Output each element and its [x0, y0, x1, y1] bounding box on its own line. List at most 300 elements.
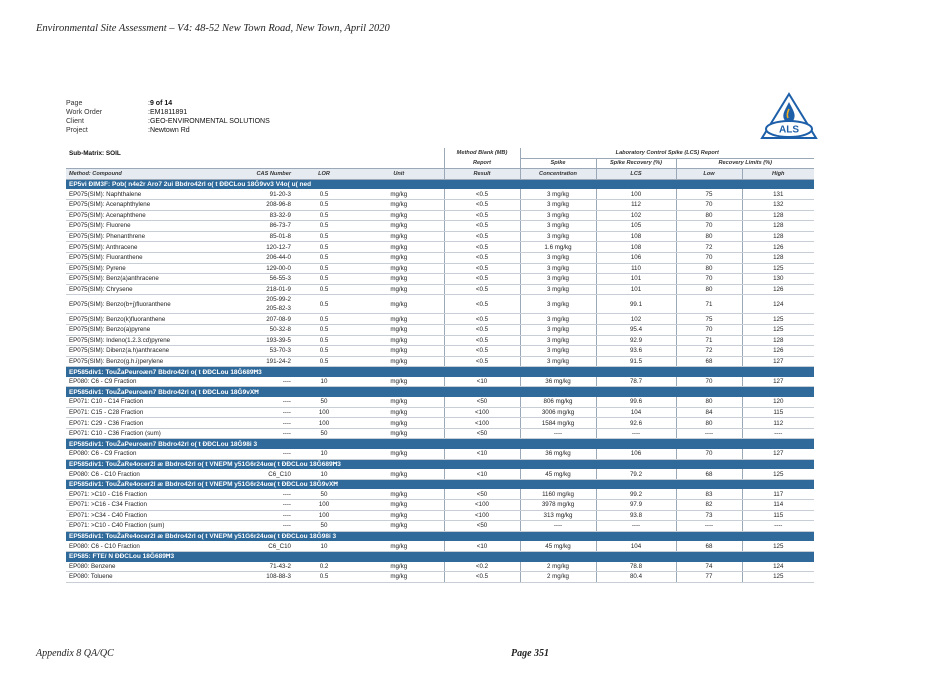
table-cell: EP071: C15 - C28 Fraction — [66, 407, 226, 418]
table-cell: 3 mg/kg — [520, 231, 596, 242]
table-cell: 0.5 — [294, 199, 354, 210]
table-cell: 70 — [676, 377, 742, 387]
table-cell: 70 — [676, 449, 742, 459]
table-cell: 115 — [742, 510, 814, 521]
table-cell: C6_C10 — [226, 469, 294, 479]
method-group-title: EP5vi ĐIM3F: Poƅ( n4e2r Aro7 2ui Bbdro42rl o( t ĐĐCLou 18Ğ9vv3 V4o( u( ned — [66, 179, 814, 189]
method-group-header — [66, 367, 814, 377]
table-cell: 2 mg/kg — [520, 572, 596, 583]
table-cell: EP075(SIM): Pyrene — [66, 263, 226, 274]
table-cell: 0.5 — [294, 346, 354, 357]
table-cell: <100 — [444, 500, 520, 511]
table-cell: <0.5 — [444, 284, 520, 295]
table-cell: 112 — [742, 418, 814, 429]
table-cell: mg/kg — [354, 231, 444, 242]
table-cell: 125 — [742, 314, 814, 325]
table-row — [66, 541, 814, 551]
qc-results-table — [66, 148, 814, 583]
table-cell: 129-00-0 — [226, 263, 294, 274]
table-cell: 100 — [294, 510, 354, 521]
table-cell: 208-96-8 — [226, 199, 294, 210]
table-cell: 50 — [294, 489, 354, 499]
table-row — [66, 521, 814, 532]
table-cell: ---- — [226, 397, 294, 407]
table-cell: ---- — [226, 489, 294, 499]
table-cell: 101 — [596, 274, 676, 285]
table-cell: EP071: C10 - C36 Fraction (sum) — [66, 428, 226, 439]
method-group-header — [66, 531, 814, 541]
table-cell: 0.5 — [294, 252, 354, 263]
table-cell: 36 mg/kg — [520, 377, 596, 387]
table-cell: EP075(SIM): Fluoranthene — [66, 252, 226, 263]
table-cell: 68 — [676, 541, 742, 551]
table-row — [66, 397, 814, 407]
table-cell: 93.6 — [596, 346, 676, 357]
table-cell: <0.5 — [444, 572, 520, 583]
table-cell: <10 — [444, 449, 520, 459]
table-cell: 45 mg/kg — [520, 541, 596, 551]
table-cell: 218-01-9 — [226, 284, 294, 295]
table-cell: 50 — [294, 397, 354, 407]
table-cell: EP080: Benzene — [66, 562, 226, 572]
table-cell: 126 — [742, 242, 814, 253]
table-row — [66, 562, 814, 572]
table-cell: ---- — [676, 428, 742, 439]
table-cell: 110 — [596, 263, 676, 274]
table-cell: <10 — [444, 377, 520, 387]
table-cell: 91.5 — [596, 356, 676, 367]
table-cell: mg/kg — [354, 397, 444, 407]
meta-separator: : — [148, 109, 150, 117]
table-cell: 0.5 — [294, 335, 354, 346]
table-row — [66, 284, 814, 295]
table-cell: 130 — [742, 274, 814, 285]
table-cell: mg/kg — [354, 500, 444, 511]
table-cell: 205-99-2 205-82-3 — [226, 295, 294, 314]
table-cell: 100 — [294, 407, 354, 418]
table-cell: 68 — [676, 356, 742, 367]
cas-number-header: CAS Number — [226, 169, 294, 180]
table-cell: 100 — [294, 500, 354, 511]
method-group-header — [66, 179, 814, 189]
table-cell: EP080: C6 - C10 Fraction — [66, 469, 226, 479]
table-cell: mg/kg — [354, 407, 444, 418]
table-cell: 80 — [676, 284, 742, 295]
table-cell: EP075(SIM): Fluorene — [66, 221, 226, 232]
table-cell: 0.5 — [294, 314, 354, 325]
table-cell: 99.2 — [596, 489, 676, 499]
table-cell: 102 — [596, 314, 676, 325]
table-cell: 99.1 — [596, 295, 676, 314]
method-group-header — [66, 551, 814, 561]
table-cell: 128 — [742, 210, 814, 221]
table-cell: EP075(SIM): Acenaphthene — [66, 210, 226, 221]
table-cell: 50-32-8 — [226, 324, 294, 335]
table-cell: 3 mg/kg — [520, 324, 596, 335]
table-cell: EP075(SIM): Dibenz(a.h)anthracene — [66, 346, 226, 357]
table-cell: 0.5 — [294, 221, 354, 232]
table-row — [66, 500, 814, 511]
table-cell: 45 mg/kg — [520, 469, 596, 479]
table-cell: EP075(SIM): Benzo(b+j)fluoranthene — [66, 295, 226, 314]
footer-page-number — [511, 648, 549, 659]
table-cell: 71-43-2 — [226, 562, 294, 572]
method-compound-header: Method: Compound — [66, 169, 226, 180]
table-cell: <0.5 — [444, 263, 520, 274]
table-cell: 82 — [676, 500, 742, 511]
table-cell: mg/kg — [354, 335, 444, 346]
table-cell: mg/kg — [354, 469, 444, 479]
table-cell: 0.5 — [294, 295, 354, 314]
table-cell: mg/kg — [354, 324, 444, 335]
report-header: Report — [444, 158, 520, 169]
table-cell: EP075(SIM): Naphthalene — [66, 189, 226, 199]
table-cell: mg/kg — [354, 314, 444, 325]
spike-header: Spike — [520, 158, 596, 169]
table-cell: 84 — [676, 407, 742, 418]
table-cell: 3 mg/kg — [520, 199, 596, 210]
table-cell: <0.5 — [444, 242, 520, 253]
table-cell: EP071: C10 - C14 Fraction — [66, 397, 226, 407]
table-cell: EP080: Toluene — [66, 572, 226, 583]
table-cell: <0.5 — [444, 346, 520, 357]
table-cell: 85-01-8 — [226, 231, 294, 242]
meta-value: GEO-ENVIRONMENTAL SOLUTIONS — [149, 118, 270, 126]
table-cell: mg/kg — [354, 189, 444, 199]
table-row — [66, 242, 814, 253]
meta-row — [66, 108, 270, 117]
table-cell: mg/kg — [354, 510, 444, 521]
table-cell: 313 mg/kg — [520, 510, 596, 521]
meta-row — [66, 99, 270, 108]
table-row — [66, 510, 814, 521]
table-cell: 1.6 mg/kg — [520, 242, 596, 253]
method-blank-header: Method Blank (MB) — [444, 148, 520, 158]
table-row — [66, 314, 814, 325]
table-cell: <50 — [444, 521, 520, 532]
table-cell: 93.8 — [596, 510, 676, 521]
table-cell: EP075(SIM): Phenanthrene — [66, 231, 226, 242]
meta-label: Work Order — [66, 109, 103, 117]
table-cell: 128 — [742, 335, 814, 346]
table-cell: 0.5 — [294, 572, 354, 583]
table-cell: 79.2 — [596, 469, 676, 479]
table-cell: 70 — [676, 221, 742, 232]
table-cell: <0.2 — [444, 562, 520, 572]
method-group-header — [66, 439, 814, 449]
table-cell: 3 mg/kg — [520, 346, 596, 357]
table-cell: EP071: >C10 - C40 Fraction (sum) — [66, 521, 226, 532]
table-row — [66, 449, 814, 459]
table-cell: 125 — [742, 572, 814, 583]
table-cell: 124 — [742, 562, 814, 572]
table-cell: EP075(SIM): Benzo(k)fluoranthene — [66, 314, 226, 325]
table-cell: <10 — [444, 469, 520, 479]
table-cell: ---- — [226, 449, 294, 459]
table-cell: 0.5 — [294, 210, 354, 221]
table-cell: mg/kg — [354, 377, 444, 387]
table-cell: 120 — [742, 397, 814, 407]
table-cell: 117 — [742, 489, 814, 499]
table-cell: mg/kg — [354, 541, 444, 551]
table-cell: EP071: >C10 - C16 Fraction — [66, 489, 226, 499]
table-cell: 72 — [676, 346, 742, 357]
table-cell: EP071: C29 - C36 Fraction — [66, 418, 226, 429]
table-cell: <50 — [444, 428, 520, 439]
table-cell: <0.5 — [444, 324, 520, 335]
table-cell: 126 — [742, 284, 814, 295]
table-cell: mg/kg — [354, 221, 444, 232]
method-group-title: EP585div1: TouŽaRe4ocer2l æ Bbdro42rl o( t VNEPM y51G6r24uœ( t ĐĐCLou 18Ğ98i 3 — [66, 531, 814, 541]
table-cell: 0.5 — [294, 263, 354, 274]
table-cell: 126 — [742, 346, 814, 357]
table-cell: ---- — [226, 418, 294, 429]
table-cell: 70 — [676, 199, 742, 210]
table-cell: 68 — [676, 469, 742, 479]
table-cell: 91-20-3 — [226, 189, 294, 199]
table-cell: 10 — [294, 541, 354, 551]
concentration-header: Concentration — [520, 169, 596, 180]
table-cell: mg/kg — [354, 418, 444, 429]
table-cell: 78.8 — [596, 562, 676, 572]
table-cell: ---- — [226, 500, 294, 511]
table-cell: 97.9 — [596, 500, 676, 511]
table-cell: 125 — [742, 541, 814, 551]
table-cell: 3 mg/kg — [520, 252, 596, 263]
table-row — [66, 428, 814, 439]
table-cell: 75 — [676, 314, 742, 325]
table-cell: 74 — [676, 562, 742, 572]
table-cell: 80 — [676, 397, 742, 407]
table-cell: 104 — [596, 541, 676, 551]
table-cell: mg/kg — [354, 428, 444, 439]
table-cell: EP080: C6 - C10 Fraction — [66, 541, 226, 551]
table-cell: 191-24-2 — [226, 356, 294, 367]
report-meta — [66, 99, 270, 135]
table-cell: 53-70-3 — [226, 346, 294, 357]
table-cell: 2 mg/kg — [520, 562, 596, 572]
meta-value: Newtown Rd — [149, 127, 190, 135]
table-cell: 99.6 — [596, 397, 676, 407]
table-cell: 3 mg/kg — [520, 210, 596, 221]
table-row — [66, 377, 814, 387]
table-cell: 112 — [596, 199, 676, 210]
table-cell: 1584 mg/kg — [520, 418, 596, 429]
low-header: Low — [676, 169, 742, 180]
table-cell: 3 mg/kg — [520, 314, 596, 325]
table-cell: 70 — [676, 324, 742, 335]
table-cell: 3 mg/kg — [520, 263, 596, 274]
table-cell: ---- — [596, 521, 676, 532]
method-group-header — [66, 459, 814, 469]
table-cell: 3006 mg/kg — [520, 407, 596, 418]
table-cell: 125 — [742, 469, 814, 479]
table-cell: 77 — [676, 572, 742, 583]
table-cell: 3 mg/kg — [520, 356, 596, 367]
table-cell: <0.5 — [444, 274, 520, 285]
table-cell: <0.5 — [444, 295, 520, 314]
table-cell: ---- — [226, 510, 294, 521]
table-cell: mg/kg — [354, 263, 444, 274]
table-cell: 3 mg/kg — [520, 189, 596, 199]
table-row — [66, 489, 814, 499]
table-cell: 75 — [676, 189, 742, 199]
table-cell: 120-12-7 — [226, 242, 294, 253]
table-cell: 0.5 — [294, 324, 354, 335]
table-row — [66, 221, 814, 232]
method-group-title: EP585div1: TouŽaPeuroæn7 Bbdro42rl o( t ĐĐCLou 18Ğ9vXĦ — [66, 387, 814, 397]
sub-matrix-label: Sub-Matrix: SOIL — [69, 149, 121, 157]
table-cell: 207-08-9 — [226, 314, 294, 325]
table-cell: <0.5 — [444, 314, 520, 325]
result-header: Result — [444, 169, 520, 180]
table-cell: 0.5 — [294, 284, 354, 295]
table-cell: <0.5 — [444, 231, 520, 242]
table-cell: 127 — [742, 449, 814, 459]
table-cell: C6_C10 — [226, 541, 294, 551]
table-cell: 193-39-5 — [226, 335, 294, 346]
table-cell: 3 mg/kg — [520, 295, 596, 314]
table-cell: 0.5 — [294, 242, 354, 253]
table-row — [66, 418, 814, 429]
table-cell: <0.5 — [444, 356, 520, 367]
table-cell: 50 — [294, 428, 354, 439]
table-row — [66, 274, 814, 285]
table-cell: <0.5 — [444, 199, 520, 210]
table-cell: 73 — [676, 510, 742, 521]
table-cell: 104 — [596, 407, 676, 418]
table-cell: mg/kg — [354, 449, 444, 459]
table-cell: ---- — [742, 521, 814, 532]
table-cell: mg/kg — [354, 252, 444, 263]
table-cell: 71 — [676, 295, 742, 314]
table-row — [66, 295, 814, 314]
method-group-title: EP585: FTE/ N ĐĐCLou 18Ğ689Ħ3 — [66, 551, 814, 561]
table-cell: 10 — [294, 377, 354, 387]
table-cell: 83-32-9 — [226, 210, 294, 221]
method-group-title: EP585div1: TouŽaRe4ocer2l æ Bbdro42rl o( t VNEPM y51G6r24uœ( t ĐĐCLou 18Ğ9vXĦ — [66, 479, 814, 489]
page-number-text: Page 351 — [511, 648, 550, 659]
table-cell: <100 — [444, 510, 520, 521]
table-cell: <0.5 — [444, 252, 520, 263]
table-cell: 101 — [596, 284, 676, 295]
method-group-title: EP585div1: TouŽaRe4ocer2l æ Bbdro42rl o( t VNEPM y51G6r24uœ( t ĐĐCLou 18Ğ689Ħ3 — [66, 459, 814, 469]
table-cell: 132 — [742, 199, 814, 210]
table-cell: 124 — [742, 295, 814, 314]
table-cell: 0.5 — [294, 356, 354, 367]
table-cell: 3 mg/kg — [520, 274, 596, 285]
table-cell: 114 — [742, 500, 814, 511]
table-row — [66, 324, 814, 335]
method-group-title: EP585div1: TouŽaPeuroæn7 Bbdro42rl o( t ĐĐCLou 18Ğ689Ħ3 — [66, 367, 814, 377]
table-cell: EP075(SIM): Acenaphthylene — [66, 199, 226, 210]
table-cell: mg/kg — [354, 356, 444, 367]
table-row — [66, 572, 814, 583]
als-logo — [760, 92, 818, 140]
meta-separator: : — [148, 100, 150, 107]
table-cell: ---- — [226, 377, 294, 387]
table-cell: mg/kg — [354, 489, 444, 499]
table-cell: mg/kg — [354, 562, 444, 572]
table-row — [66, 210, 814, 221]
meta-row — [66, 117, 270, 126]
table-cell: 80 — [676, 418, 742, 429]
table-cell: 92.9 — [596, 335, 676, 346]
table-cell: 36 mg/kg — [520, 449, 596, 459]
table-row — [66, 189, 814, 199]
meta-label: Client — [66, 118, 84, 126]
table-cell: <0.5 — [444, 189, 520, 199]
table-cell: mg/kg — [354, 521, 444, 532]
table-cell: ---- — [742, 428, 814, 439]
table-cell: 3 mg/kg — [520, 335, 596, 346]
table-cell: 78.7 — [596, 377, 676, 387]
table-cell: <50 — [444, 489, 520, 499]
table-row — [66, 356, 814, 367]
table-cell: 125 — [742, 263, 814, 274]
table-cell: 0.5 — [294, 274, 354, 285]
table-cell: mg/kg — [354, 242, 444, 253]
table-cell: 72 — [676, 242, 742, 253]
table-cell: EP071: >C16 - C34 Fraction — [66, 500, 226, 511]
table-cell: 127 — [742, 377, 814, 387]
table-cell: mg/kg — [354, 274, 444, 285]
table-cell: 108 — [596, 242, 676, 253]
table-cell: mg/kg — [354, 210, 444, 221]
document-header: Environmental Site Assessment – V4: 48-52 New Town Road, New Town, April 2020 — [36, 23, 390, 34]
meta-separator: : — [148, 127, 150, 135]
meta-label: Page — [66, 100, 83, 107]
meta-value: 9 of 14 — [149, 100, 173, 107]
table-cell: 102 — [596, 210, 676, 221]
meta-value: EM1811891 — [149, 109, 188, 117]
table-cell: ---- — [596, 428, 676, 439]
table-cell: 131 — [742, 189, 814, 199]
table-row — [66, 252, 814, 263]
table-cell: ---- — [226, 428, 294, 439]
table-cell: mg/kg — [354, 199, 444, 210]
table-cell: 71 — [676, 335, 742, 346]
footer-appendix: Appendix 8 QA/QC — [36, 648, 114, 659]
table-cell: mg/kg — [354, 284, 444, 295]
table-cell: 10 — [294, 469, 354, 479]
table-cell: 108 — [596, 231, 676, 242]
table-cell: 3978 mg/kg — [520, 500, 596, 511]
table-row — [66, 335, 814, 346]
table-cell: <50 — [444, 397, 520, 407]
table-cell: 50 — [294, 521, 354, 532]
lcs-header: LCS — [596, 169, 676, 180]
table-cell: EP071: >C34 - C40 Fraction — [66, 510, 226, 521]
table-cell: 806 mg/kg — [520, 397, 596, 407]
table-cell: <10 — [444, 541, 520, 551]
table-cell: 83 — [676, 489, 742, 499]
table-cell: <100 — [444, 418, 520, 429]
table-row — [66, 263, 814, 274]
table-cell: 127 — [742, 356, 814, 367]
table-cell: 125 — [742, 324, 814, 335]
logo-text: ALS — [779, 124, 799, 136]
lcs-report-header: Laboratory Control Spike (LCS) Report — [520, 148, 814, 158]
table-cell: EP080: C6 - C9 Fraction — [66, 449, 226, 459]
meta-label: Project — [66, 127, 88, 135]
table-cell: 3 mg/kg — [520, 221, 596, 232]
table-cell: ---- — [676, 521, 742, 532]
recovery-limits-header: Recovery Limits (%) — [676, 158, 814, 169]
table-cell: 3 mg/kg — [520, 284, 596, 295]
table-cell: 56-55-3 — [226, 274, 294, 285]
method-group-title: EP585div1: TouŽaPeuroæn7 Bbdro42rl o( t ĐĐCLou 18Ğ98i 3 — [66, 439, 814, 449]
